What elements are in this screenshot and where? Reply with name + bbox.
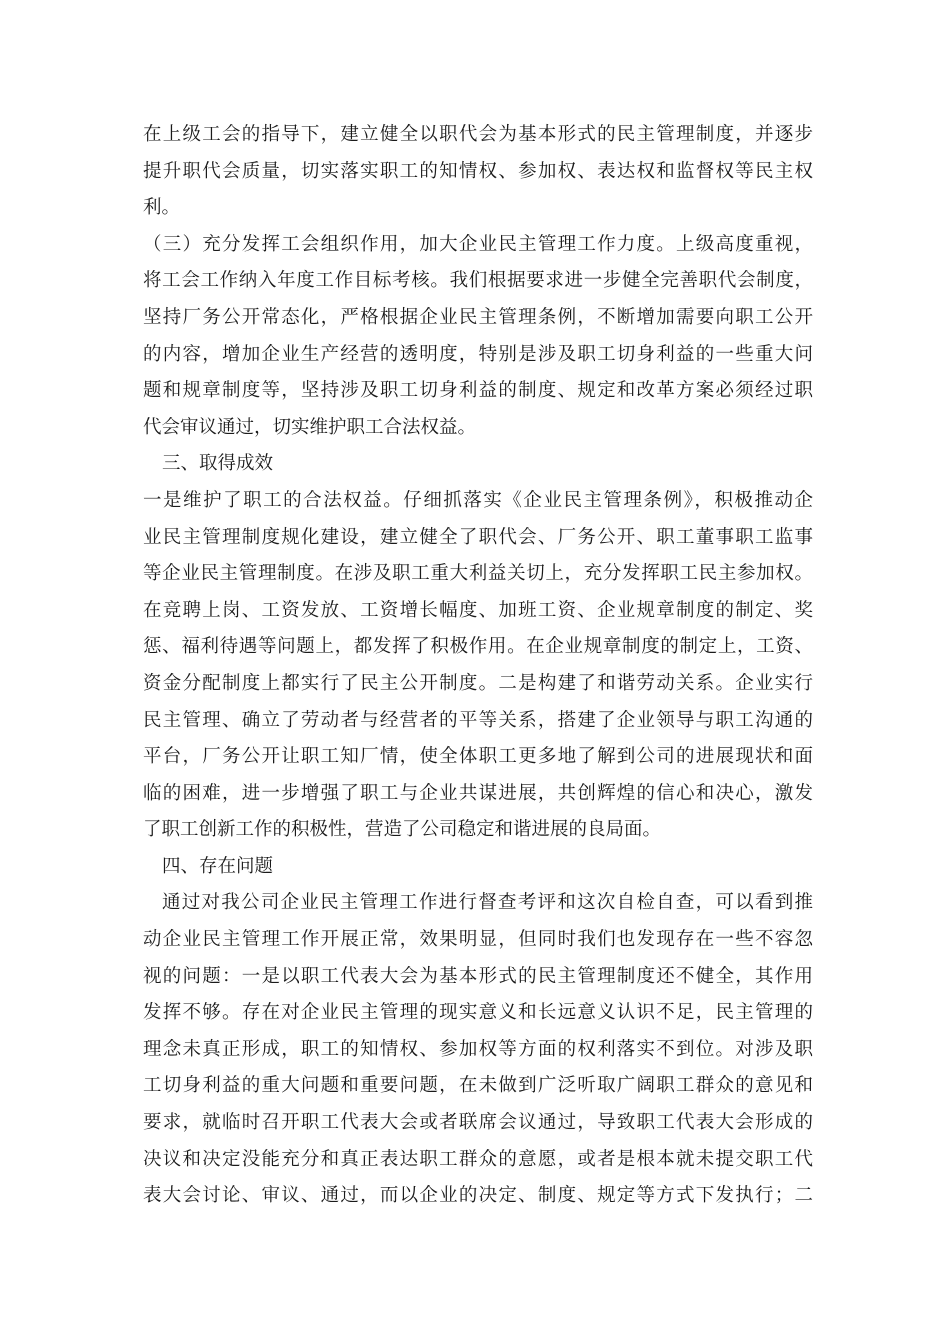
text-line: （三）充分发挥工会组织作用，加大企业民主管理工作力度。上级高度重视， xyxy=(143,233,813,255)
section-heading: 三、取得成效 xyxy=(162,453,274,475)
text-line: 表大会讨论、审议、通过，而以企业的决定、制度、规定等方式下发执行；二 xyxy=(143,1185,813,1207)
section-heading: 四、存在问题 xyxy=(162,855,274,877)
text-line: 动企业民主管理工作开展正常，效果明显，但同时我们也发现存在一些不容忽 xyxy=(143,929,813,951)
text-line: 利。 xyxy=(143,197,181,219)
text-line: 等企业民主管理制度。在涉及职工重大利益关切上，充分发挥职工民主参加权。 xyxy=(143,563,813,585)
text-line: 将工会工作纳入年度工作目标考核。我们根据要求进一步健全完善职代会制度， xyxy=(143,270,813,292)
text-line: 临的困难，进一步增强了职工与企业共谋进展，共创辉煌的信心和决心，激发 xyxy=(143,782,813,804)
text-line: 坚持厂务公开常态化，严格根据企业民主管理条例，不断增加需要向职工公开 xyxy=(143,306,813,328)
text-line: 通过对我公司企业民主管理工作进行督查考评和这次自检自查，可以看到推 xyxy=(162,892,813,914)
text-line: 发挥不够。存在对企业民主管理的现实意义和长远意义认识不足，民主管理的 xyxy=(143,1002,813,1024)
text-line: 业民主管理制度规化建设，建立健全了职代会、厂务公开、职工董事职工监事 xyxy=(143,526,813,548)
text-line: 在竞聘上岗、工资发放、工资增长幅度、加班工资、企业规章制度的制定、奖 xyxy=(143,599,813,621)
text-line: 平台，厂务公开让职工知厂情，使全体职工更多地了解到公司的进展现状和面 xyxy=(143,746,813,768)
text-line: 民主管理、确立了劳动者与经营者的平等关系，搭建了企业领导与职工沟通的 xyxy=(143,709,813,731)
text-line: 代会审议通过，切实维护职工合法权益。 xyxy=(143,416,477,438)
text-line: 了职工创新工作的积极性，营造了公司稳定和谐进展的良局面。 xyxy=(143,819,662,841)
text-line: 要求，就临时召开职工代表大会或者联席会议通过，导致职工代表大会形成的 xyxy=(143,1112,813,1134)
text-line: 视的问题：一是以职工代表大会为基本形式的民主管理制度还不健全，其作用 xyxy=(143,965,813,987)
text-line: 惩、福利待遇等问题上，都发挥了积极作用。在企业规章制度的制定上，工资、 xyxy=(143,636,813,658)
text-line: 一是维护了职工的合法权益。仔细抓落实《企业民主管理条例》，积极推动企 xyxy=(143,489,813,511)
text-line: 资金分配制度上都实行了民主公开制度。二是构建了和谐劳动关系。企业实行 xyxy=(143,672,813,694)
text-line: 决议和决定没能充分和真正表达职工群众的意愿，或者是根本就未提交职工代 xyxy=(143,1148,813,1170)
text-line: 工切身利益的重大问题和重要问题，在未做到广泛听取广阔职工群众的意见和 xyxy=(143,1075,813,1097)
text-line: 在上级工会的指导下，建立健全以职代会为基本形式的民主管理制度，并逐步 xyxy=(143,124,813,145)
text-line: 的内容，增加企业生产经营的透明度，特别是涉及职工切身利益的一些重大问 xyxy=(143,343,813,365)
text-line: 理念未真正形成，职工的知情权、参加权等方面的权利落实不到位。对涉及职 xyxy=(143,1038,813,1060)
document-body xyxy=(143,117,813,1215)
text-line: 提升职代会质量，切实落实职工的知情权、参加权、表达权和监督权等民主权 xyxy=(143,160,813,182)
text-line: 题和规章制度等，坚持涉及职工切身利益的制度、规定和改革方案必须经过职 xyxy=(143,380,813,402)
